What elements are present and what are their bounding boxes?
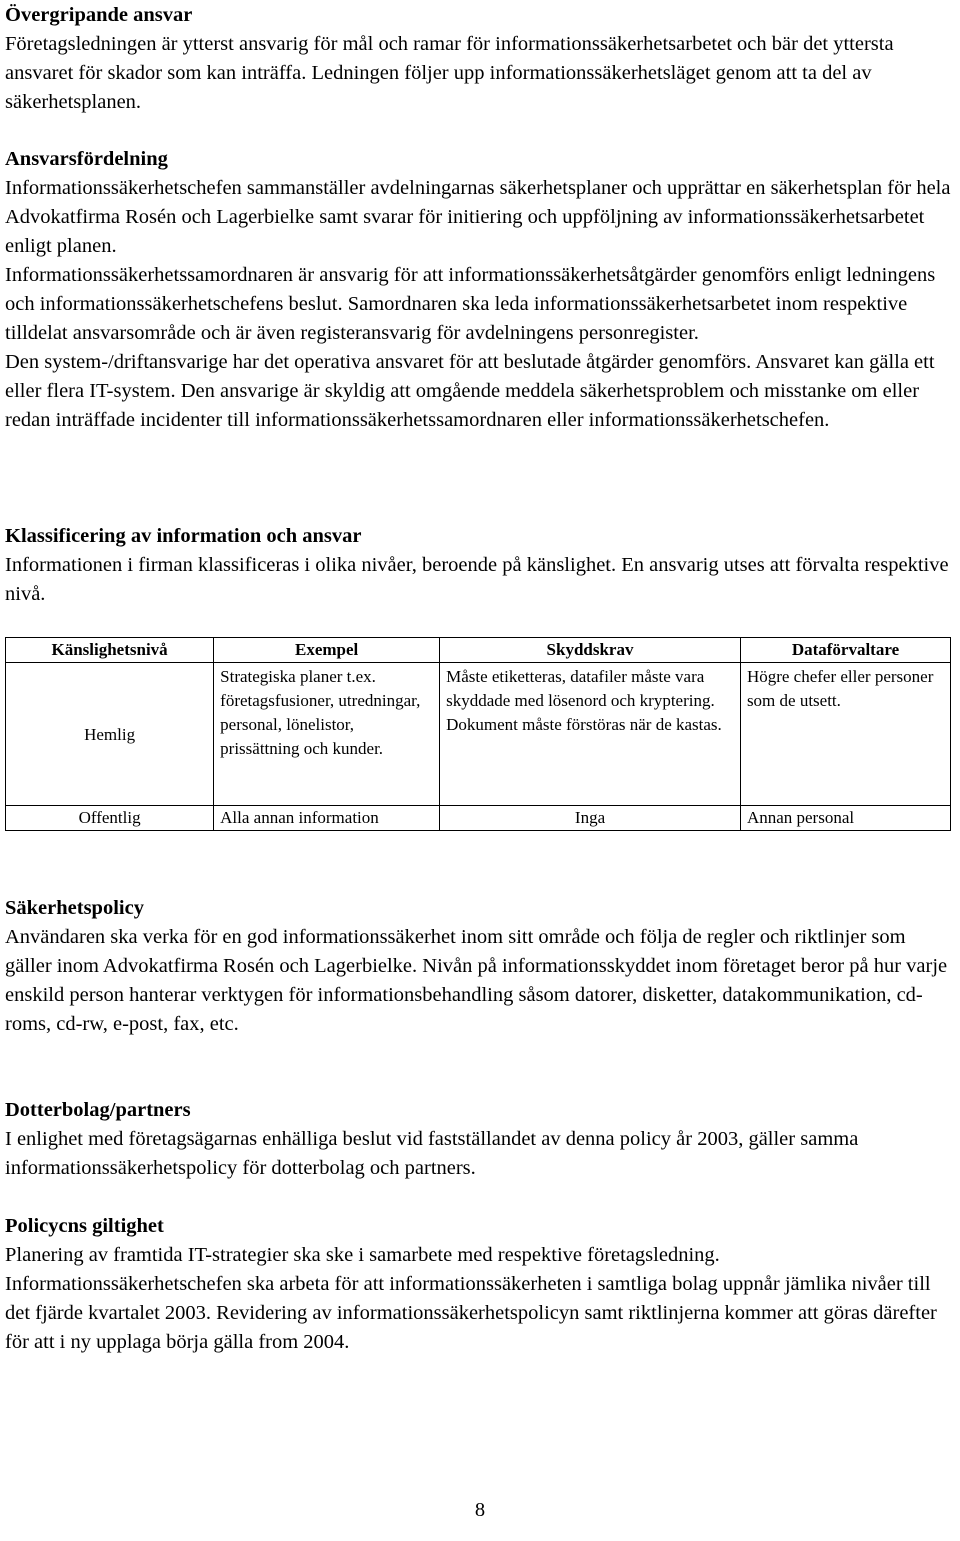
paragraph-klassificering: Informationen i firman klassificeras i olika nivåer, beroende på känslighet. En ansvarig utses att förvalta respektive nivå. — [5, 554, 949, 605]
column-header-example: Exempel — [214, 638, 440, 663]
table-row — [6, 663, 951, 806]
paragraph-giltighet-2: Informationssäkerhetschefen ska arbeta för att informationssäkerheten i samtliga bolag uppnår jämlika nivåer till det fjärde kvartalet 2003. Revidering av informationssäkerhetspolicyn samt riktlinjerna kommer att göras därefter för att i ny upplaga börja gälla from 2004. — [5, 1273, 937, 1353]
section-ansvarsfordelning — [5, 145, 955, 435]
paragraph-ansvarsfordelning-2: Informationssäkerhetssamordnaren är ansvarig för att informationssäkerhetsåtgärder genomförs enligt ledningens och informationssäkerhetschefens beslut. Samordnaren ska leda informationssäkerhetsarbetet inom respektive tilldelat ansvarsområde och är även registeransvarig för avdelningens personregister. — [5, 264, 936, 344]
heading-dotterbolag: Dotterbolag/partners — [5, 1099, 191, 1121]
table-row — [6, 806, 951, 831]
section-sakerhetspolicy — [5, 894, 955, 1039]
section-klassificering — [5, 522, 955, 609]
section-dotterbolag — [5, 1096, 955, 1183]
cell-owner: Annan personal — [740, 806, 950, 831]
paragraph-giltighet-1: Planering av framtida IT-strategier ska ske i samarbete med respektive företagsledning. — [5, 1244, 720, 1266]
cell-level: Offentlig — [6, 806, 214, 831]
heading-ansvarsfordelning: Ansvarsfördelning — [5, 148, 168, 170]
page-number: 8 — [474, 1499, 486, 1521]
column-header-owner: Dataförvaltare — [740, 638, 950, 663]
paragraph-overgripande-ansvar: Företagsledningen är ytterst ansvarig för mål och ramar för informationssäkerhetsarbetet och bär det yttersta ansvaret för skador som kan inträffa. Ledningen följer upp informationssäkerhetsläget genom att ta del av säkerhetsplanen. — [5, 33, 894, 113]
column-header-level: Känslighetsnivå — [6, 638, 214, 663]
cell-example: Alla annan information — [214, 806, 440, 831]
paragraph-ansvarsfordelning-1: Informationssäkerhetschefen sammanställer avdelningarnas säkerhetsplaner och upprättar en säkerhetsplan för hela Advokatfirma Rosén och Lagerbielke samt svarar för initiering och uppföljning av informationssäkerhetsarbetet enligt planen. — [5, 177, 951, 257]
table-header-row — [6, 638, 951, 663]
heading-sakerhetspolicy: Säkerhetspolicy — [5, 897, 144, 919]
paragraph-dotterbolag: I enlighet med företagsägarnas enhälliga beslut vid fastställandet av denna policy år 2003, gäller samma informationssäkerhetspolicy för dotterbolag och partners. — [5, 1128, 859, 1179]
cell-protection: Inga — [440, 806, 741, 831]
paragraph-sakerhetspolicy: Användaren ska verka för en god informationssäkerhet inom sitt område och följa de regler och riktlinjer som gäller inom Advokatfirma Rosén och Lagerbielke. Nivån på informationsskyddet inom företaget beror på hur varje enskild person hanterar verktygen för informationsbehandling såsom datorer, disketter, datakommunikation, cd-roms, cd-rw, e-post, fax, etc. — [5, 926, 948, 1035]
cell-level: Hemlig — [6, 663, 214, 806]
section-policyns-giltighet — [5, 1212, 955, 1357]
section-overgripande-ansvar — [5, 1, 955, 117]
cell-protection: Måste etiketteras, datafiler måste vara skyddade med lösenord och kryptering. Dokument måste förstöras när de kastas. — [440, 663, 741, 806]
classification-table — [5, 637, 951, 831]
paragraph-ansvarsfordelning-3: Den system-/driftansvarige har det operativa ansvaret för att beslutade åtgärder genomförs. Ansvaret kan gälla ett eller flera IT-system. Den ansvarige är skyldig att omgående meddela säkerhetsproblem och misstanke om eller redan inträffade incidenter till informationssäkerhetssamordnaren eller informationssäkerhetschefen. — [5, 351, 935, 431]
heading-overgripande-ansvar: Övergripande ansvar — [5, 4, 193, 26]
cell-owner: Högre chefer eller personer som de utsett. — [740, 663, 950, 806]
cell-example: Strategiska planer t.ex. företagsfusioner, utredningar, personal, lönelistor, prissättning och kunder. — [214, 663, 440, 806]
column-header-protection: Skyddskrav — [440, 638, 741, 663]
heading-klassificering: Klassificering av information och ansvar — [5, 525, 362, 547]
heading-policyns-giltighet: Policycns giltighet — [5, 1215, 164, 1237]
